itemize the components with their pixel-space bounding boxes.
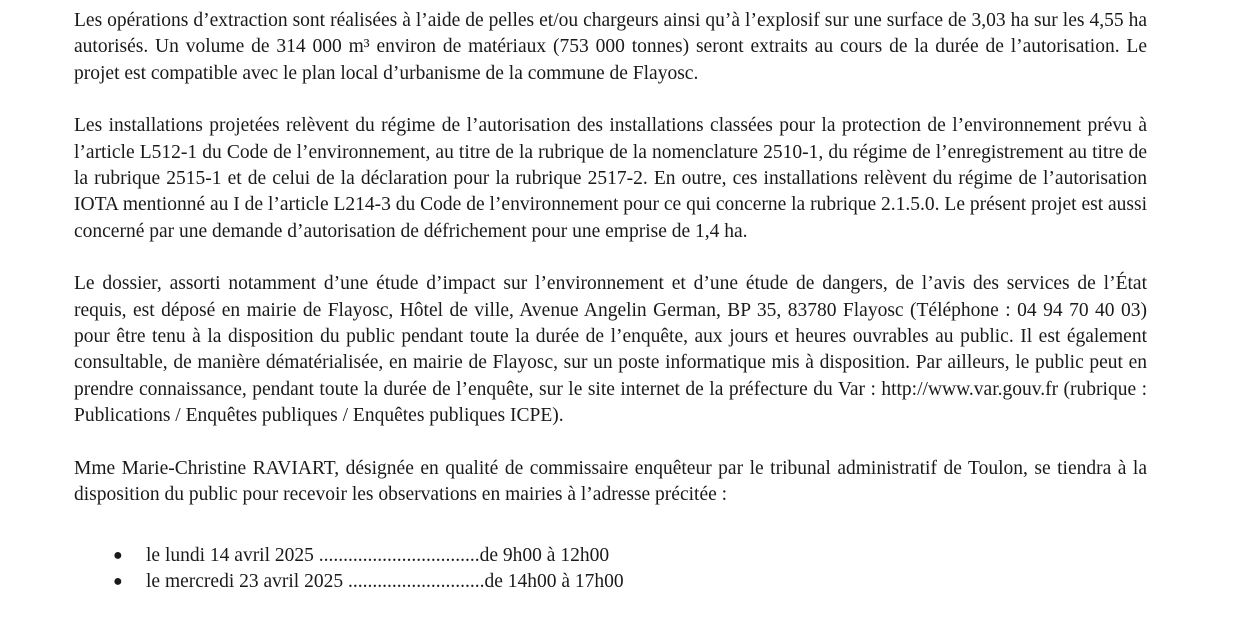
schedule-item-text: le mercredi 23 avril 2025 ............................de 14h00 à 17h00 [146, 570, 624, 592]
bullet-icon: ● [113, 572, 123, 590]
schedule-item-text: le lundi 14 avril 2025 .................................de 9h00 à 12h00 [146, 544, 610, 566]
paragraph-commissaire-enqueteur: Mme Marie-Christine RAVIART, désignée en qualité de commissaire enquêteur par le tribunal administratif de Toulon, se tiendra à la disposition du public pour recevoir les observations en mairies à l’adresse précitée : [74, 457, 1147, 506]
permanence-schedule-list [74, 543, 1147, 596]
paragraph-dossier-consultation: Le dossier, assorti notamment d’une étude d’impact sur l’environnement et d’une étude de dangers, de l’avis des services de l’État requis, est déposé en mairie de Flayosc, Hôtel de ville, Avenue Angelin German, BP 35, 83780 Flayosc (Téléphone : 04 94 70 40 03) pour être tenu à la disposition du public pendant toute la durée de l’enquête, aux jours et heures ouvrables au public. Il est également consultable, de manière dématérialisée, en mairie de Flayosc, sur un poste informatique mis à disposition. Par ailleurs, le public peut en prendre connaissance, pendant toute la durée de l’enquête, sur le site internet de la préfecture du Var : http://www.var.gouv.fr (rubrique : Publications / Enquêtes publiques / Enquêtes publiques ICPE). [74, 273, 1147, 427]
schedule-item [74, 543, 1147, 569]
paragraph-extraction-operations: Les opérations d’extraction sont réalisées à l’aide de pelles et/ou chargeurs ainsi qu’à l’explosif sur une surface de 3,03 ha sur les 4,55 ha autorisés. Un volume de 314 000 m³ environ de matériaux (753 000 tonnes) seront extraits au cours de la durée de l’autorisation. Le projet est compatible avec le plan local d’urbanisme de la commune de Flayosc. [74, 10, 1147, 84]
schedule-item [74, 569, 1147, 595]
paragraph-installations-regime: Les installations projetées relèvent du régime de l’autorisation des installations classées pour la protection de l’environnement prévu à l’article L512-1 du Code de l’environnement, au titre de la rubrique de la nomenclature 2510-1, du régime de l’enregistrement au titre de la rubrique 2515-1 et de celui de la déclaration pour la rubrique 2517-2. En outre, ces installations relèvent du régime de l’autorisation IOTA mentionné au I de l’article L214-3 du Code de l’environnement pour ce qui concerne la rubrique 2.1.5.0. Le présent projet est aussi concerné par une demande d’autorisation de défrichement pour une emprise de 1,4 ha. [74, 115, 1147, 242]
bullet-icon: ● [113, 546, 123, 564]
document-page [74, 8, 1147, 595]
